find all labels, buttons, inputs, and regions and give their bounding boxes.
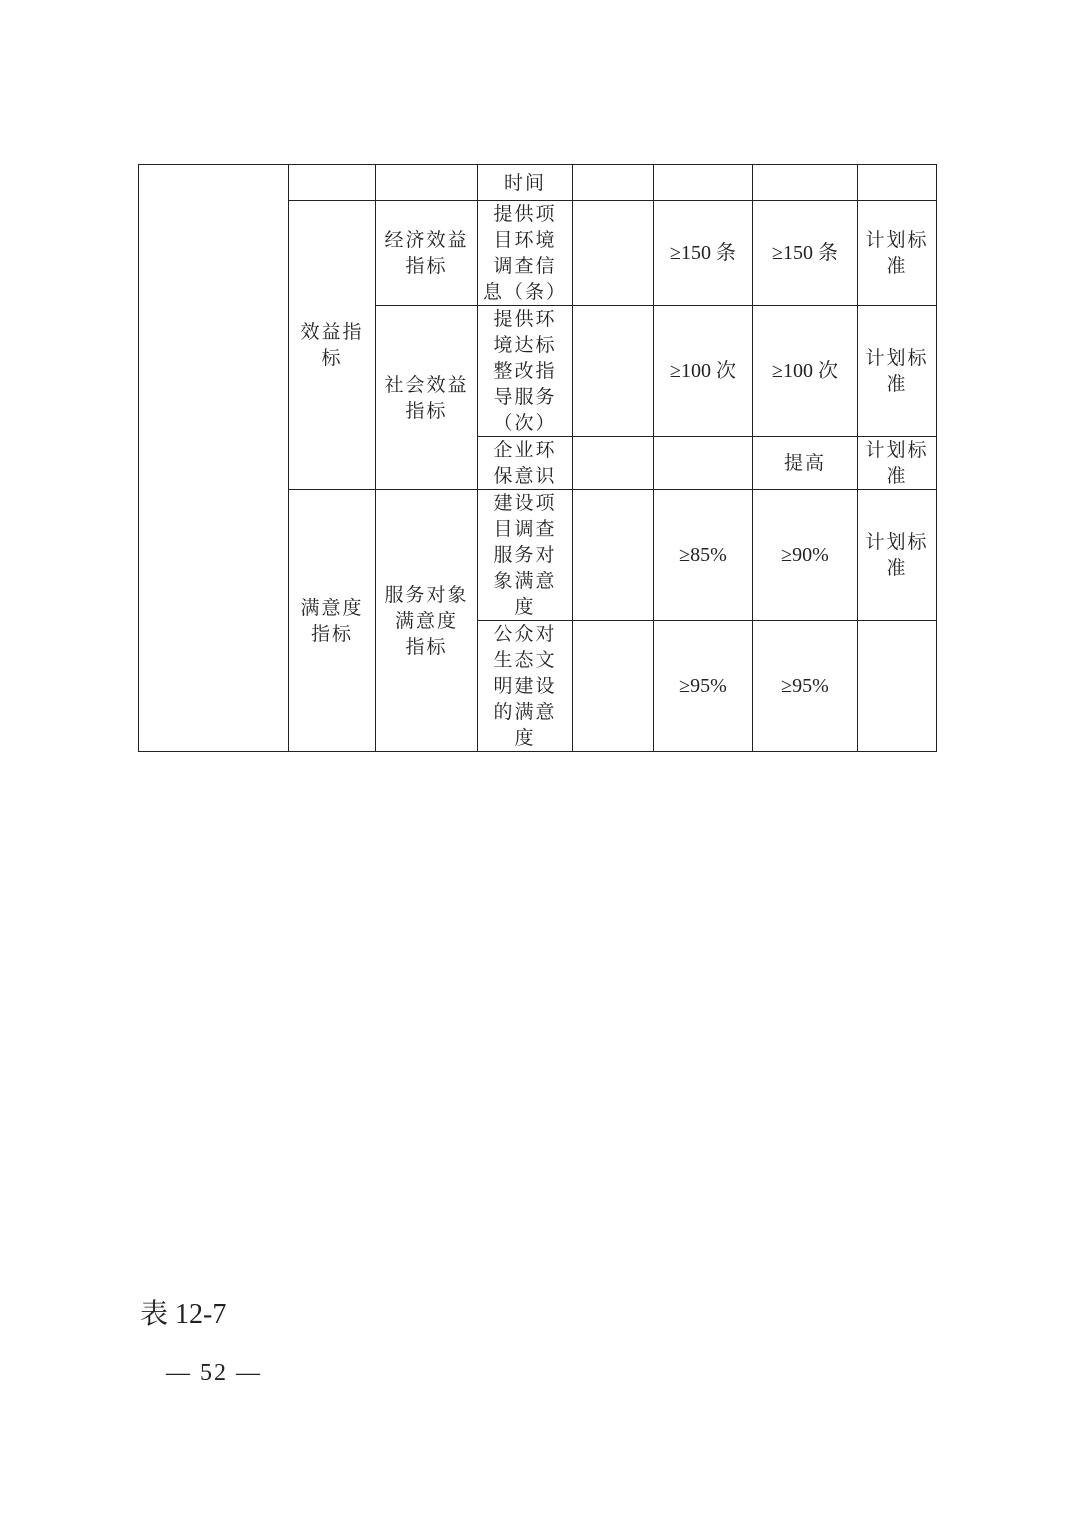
table-cell: 企业环 保意识	[478, 437, 573, 490]
indicator-table	[138, 164, 937, 752]
table-cell: ≥95%	[654, 621, 753, 752]
table-caption: 表 12-7	[140, 1299, 227, 1330]
table-cell	[573, 621, 654, 752]
table-cell	[573, 201, 654, 306]
table-cell	[654, 165, 753, 201]
table-cell: 计划标 准	[858, 201, 937, 306]
table-cell: 提供环 境达标 整改指 导服务 （次）	[478, 306, 573, 437]
table-cell: ≥90%	[753, 490, 858, 621]
table-cell: 建设项 目调查 服务对 象满意 度	[478, 490, 573, 621]
benefit-indicator-cell: 效益指 标	[289, 201, 376, 490]
table-cell	[753, 165, 858, 201]
table-cell	[573, 165, 654, 201]
table-row	[139, 165, 937, 201]
table-cell: 公众对 生态文 明建设 的满意 度	[478, 621, 573, 752]
table-cell: 计划标 准	[858, 306, 937, 437]
table-cell: ≥95%	[753, 621, 858, 752]
table-cell: 社会效益 指标	[376, 306, 478, 490]
table-cell: 计划标 准	[858, 437, 937, 490]
page-number: — 52 —	[166, 1360, 262, 1386]
table-cell	[573, 490, 654, 621]
table-cell	[573, 437, 654, 490]
merged-left-cell	[139, 165, 289, 752]
table-cell	[858, 165, 937, 201]
table-cell	[376, 165, 478, 201]
table-cell: ≥85%	[654, 490, 753, 621]
satisfaction-indicator-cell: 满意度 指标	[289, 490, 376, 752]
table-cell: 时间	[478, 165, 573, 201]
table-cell	[573, 306, 654, 437]
table-cell	[654, 437, 753, 490]
table-cell: 经济效益 指标	[376, 201, 478, 306]
table-cell: ≥150 条	[654, 201, 753, 306]
table-cell: 计划标 准	[858, 490, 937, 621]
table-cell: ≥150 条	[753, 201, 858, 306]
service-satisfaction-cell: 服务对象 满意度 指标	[376, 490, 478, 752]
table-cell	[289, 165, 376, 201]
table-cell: ≥100 次	[753, 306, 858, 437]
table-cell	[858, 621, 937, 752]
table-cell: 提供项 目环境 调查信 息（条）	[478, 201, 573, 306]
table-cell: ≥100 次	[654, 306, 753, 437]
table-cell: 提高	[753, 437, 858, 490]
